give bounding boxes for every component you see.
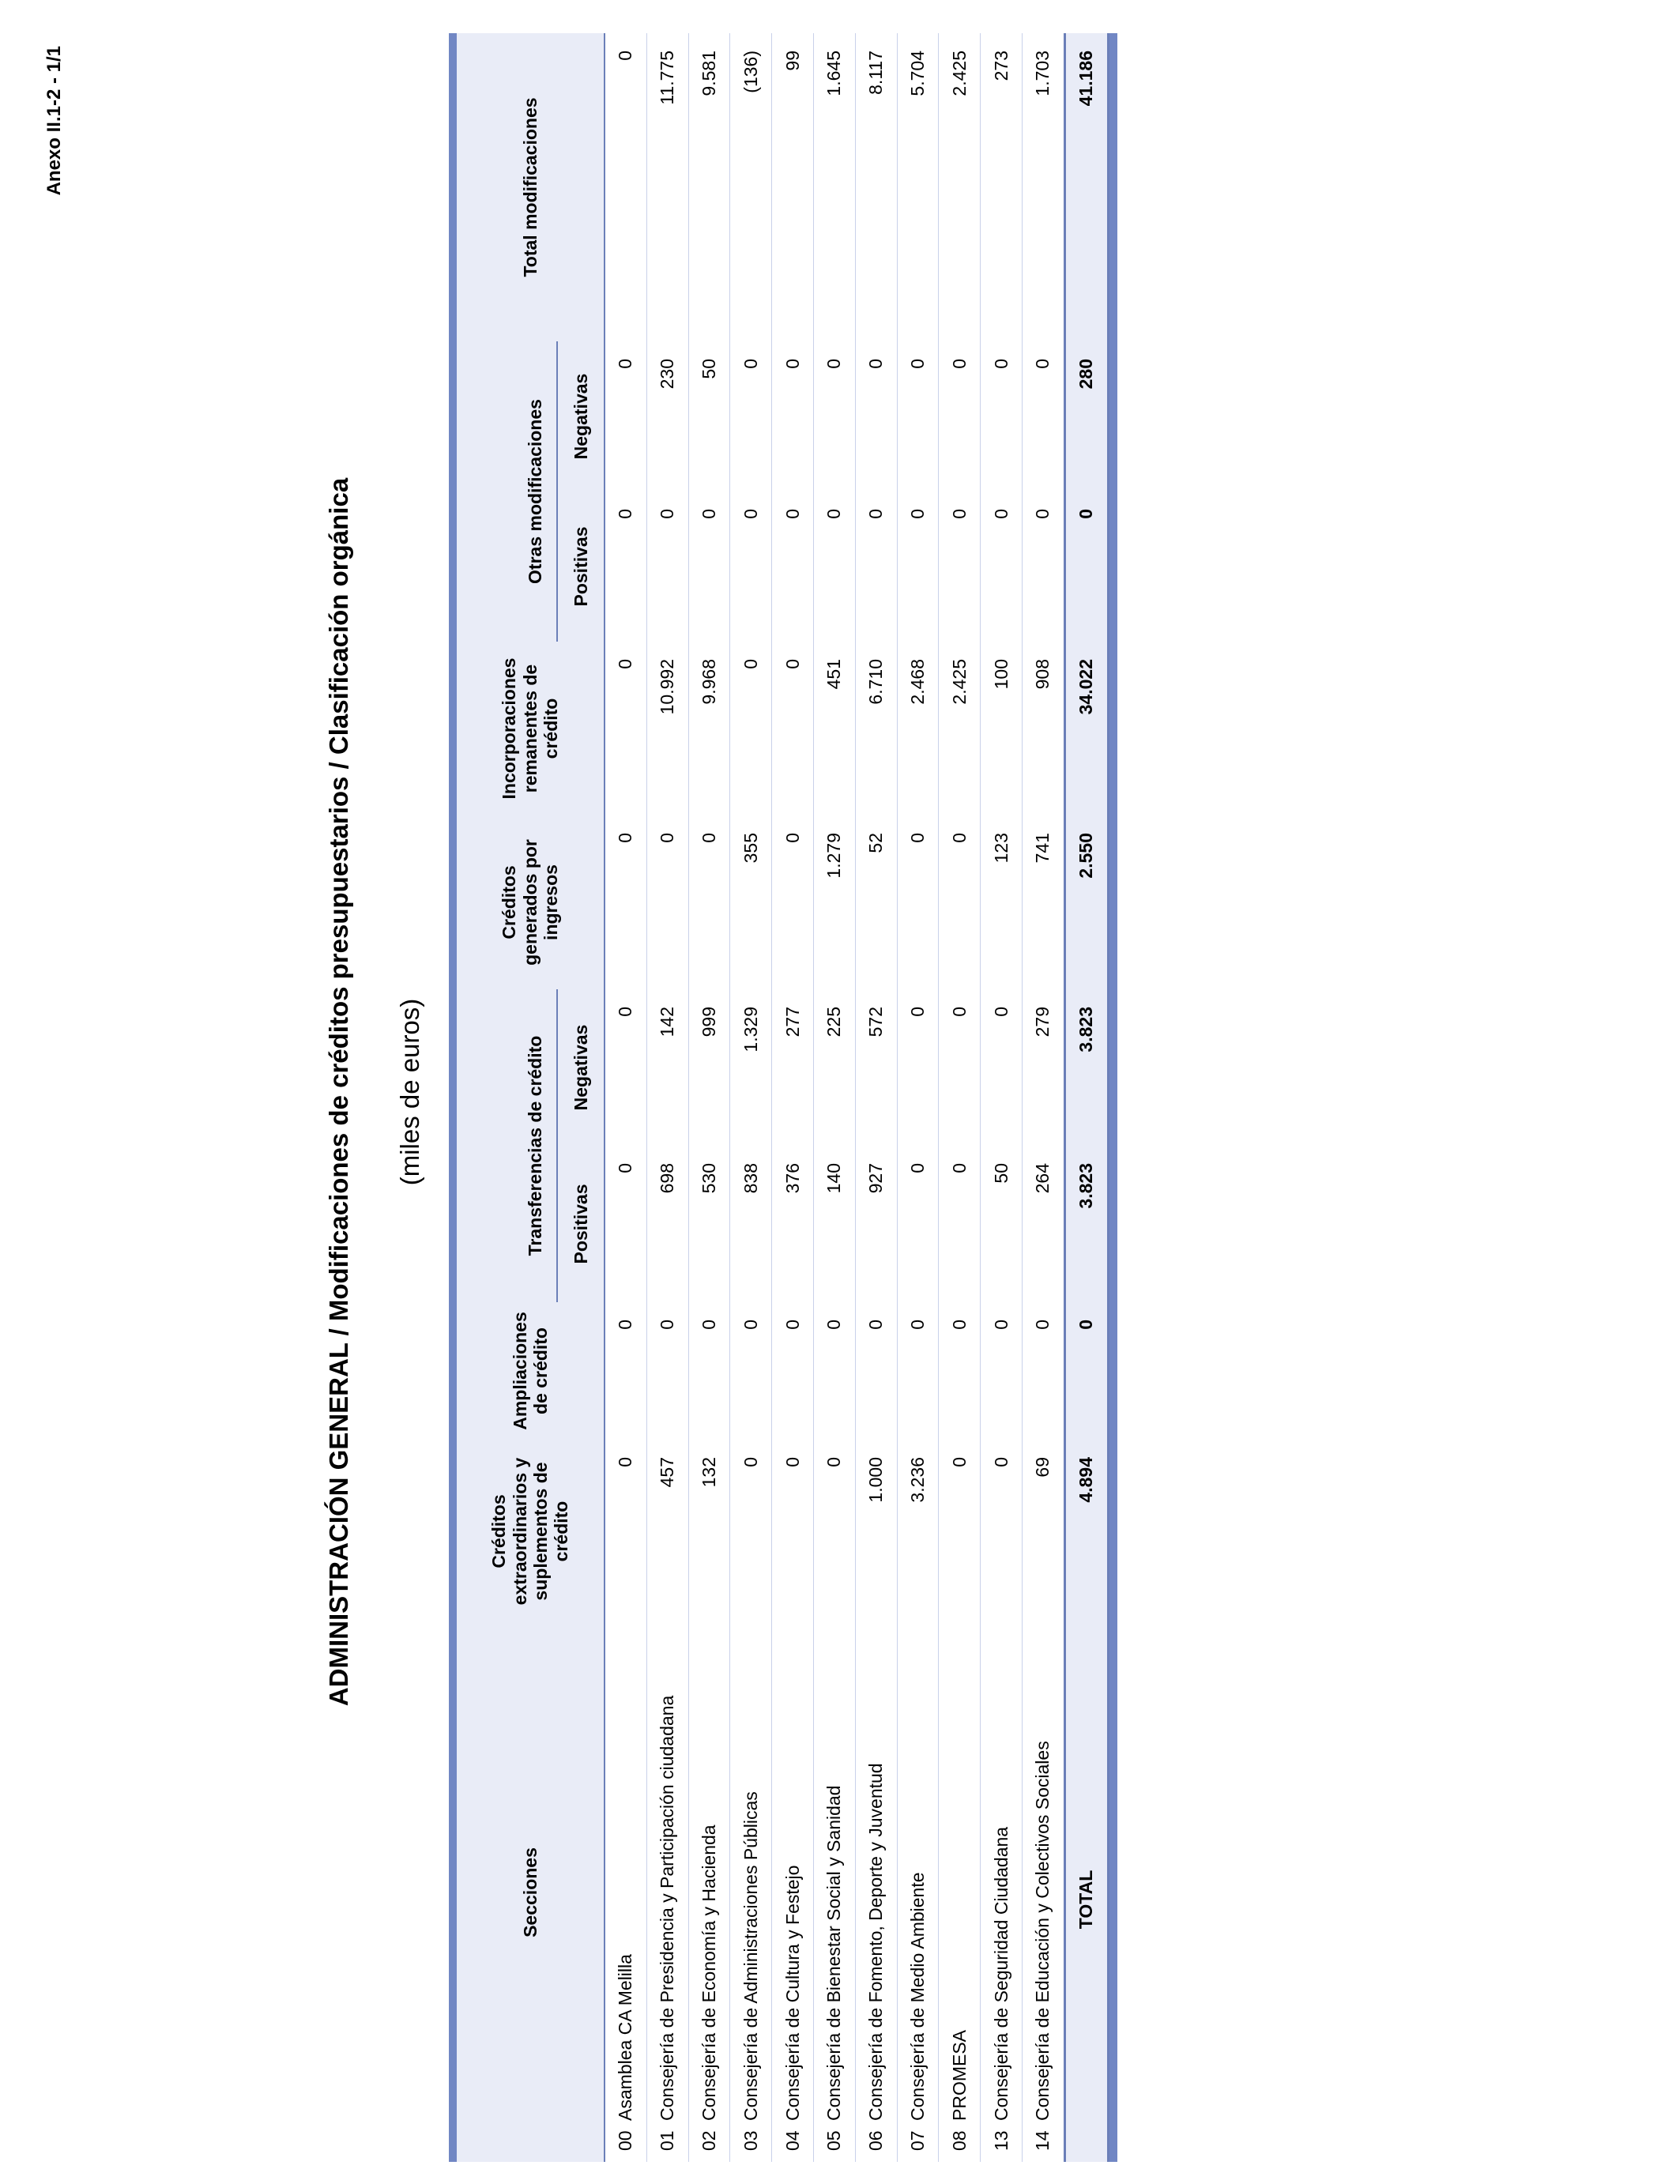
- total-row: [1064, 33, 1108, 2162]
- value-cell: 0: [939, 341, 981, 491]
- table-row: [855, 33, 897, 2162]
- value-cell: 0: [981, 491, 1023, 642]
- value-cell: 530: [688, 1146, 730, 1302]
- table-footer: [1064, 33, 1117, 2162]
- value-cell: 0: [772, 1302, 814, 1440]
- section-code: 04: [782, 2130, 803, 2151]
- header-secciones: Secciones: [457, 1623, 605, 2162]
- header-top-bar: [449, 33, 457, 2162]
- section-code: 13: [990, 2130, 1011, 2151]
- total-value-cell: 2.550: [1064, 815, 1108, 989]
- section-cell: [605, 1623, 646, 2162]
- value-cell: 908: [1022, 642, 1064, 815]
- header-total-modificaciones: Total modificaciones: [457, 33, 605, 341]
- section-name: Consejería de Economía y Hacienda: [698, 1824, 719, 2121]
- section-cell: [688, 1623, 730, 2162]
- value-cell: 99: [772, 33, 814, 341]
- annex-label: Anexo II.1-2 - 1/1: [43, 46, 65, 196]
- value-cell: 741: [1022, 815, 1064, 989]
- total-value-cell: 0: [1064, 491, 1108, 642]
- header-transferencias-positivas: Positivas: [557, 1146, 605, 1302]
- value-cell: 0: [605, 33, 646, 341]
- value-cell: 0: [605, 1146, 646, 1302]
- section-cell: [813, 1623, 855, 2162]
- value-cell: 0: [605, 491, 646, 642]
- value-cell: 1.000: [855, 1440, 897, 1623]
- value-cell: (136): [730, 33, 772, 341]
- section-name: Consejería de Medio Ambiente: [906, 1872, 928, 2121]
- value-cell: 0: [730, 1440, 772, 1623]
- value-cell: 0: [772, 341, 814, 491]
- value-cell: 142: [646, 989, 688, 1146]
- section-cell: [981, 1623, 1023, 2162]
- value-cell: 1.645: [813, 33, 855, 341]
- value-cell: 0: [730, 1302, 772, 1440]
- value-cell: 572: [855, 989, 897, 1146]
- value-cell: 0: [688, 1302, 730, 1440]
- value-cell: 0: [897, 491, 939, 642]
- value-cell: 0: [646, 491, 688, 642]
- value-cell: 140: [813, 1146, 855, 1302]
- section-cell: [646, 1623, 688, 2162]
- table-row: [813, 33, 855, 2162]
- section-name: Asamblea CA Melilla: [615, 1954, 636, 2121]
- value-cell: 0: [605, 989, 646, 1146]
- section-cell: [772, 1623, 814, 2162]
- section-name: Consejería de Cultura y Festejo: [782, 1865, 803, 2121]
- value-cell: 9.581: [688, 33, 730, 341]
- section-code: 00: [615, 2130, 636, 2151]
- value-cell: 0: [855, 341, 897, 491]
- page-subtitle: (miles de euros): [395, 998, 424, 1186]
- value-cell: 927: [855, 1146, 897, 1302]
- value-cell: 10.992: [646, 642, 688, 815]
- section-cell: [897, 1623, 939, 2162]
- value-cell: 69: [1022, 1440, 1064, 1623]
- value-cell: 0: [772, 1440, 814, 1623]
- section-cell: [855, 1623, 897, 2162]
- value-cell: 0: [730, 491, 772, 642]
- value-cell: 0: [939, 1302, 981, 1440]
- section-name: PROMESA: [948, 2029, 970, 2121]
- table-row: [897, 33, 939, 2162]
- page-title: ADMINISTRACIÓN GENERAL / Modificaciones de créditos presupuestarios / Clasificación orgánica: [324, 477, 353, 1707]
- value-cell: 11.775: [646, 33, 688, 341]
- total-value-cell: 0: [1064, 1302, 1108, 1440]
- table-row: [981, 33, 1023, 2162]
- value-cell: 8.117: [855, 33, 897, 341]
- value-cell: 0: [813, 1302, 855, 1440]
- value-cell: 1.703: [1022, 33, 1064, 341]
- value-cell: 376: [772, 1146, 814, 1302]
- value-cell: 0: [855, 491, 897, 642]
- header-incorporaciones: Incorporaciones remanentes de crédito: [457, 642, 605, 815]
- section-code: 05: [823, 2130, 845, 2151]
- value-cell: 0: [939, 491, 981, 642]
- value-cell: 0: [897, 341, 939, 491]
- value-cell: 0: [981, 341, 1023, 491]
- header-creditos-extraordinarios: Créditos extraordinarios y suplementos de crédito: [457, 1440, 605, 1623]
- section-code: 03: [740, 2130, 761, 2151]
- table-row: [688, 33, 730, 2162]
- value-cell: 264: [1022, 1146, 1064, 1302]
- total-value-cell: 34.022: [1064, 642, 1108, 815]
- total-value-cell: 41.186: [1064, 33, 1108, 341]
- section-name: Consejería de Fomento, Deporte y Juventud: [865, 1763, 887, 2121]
- value-cell: 0: [981, 1302, 1023, 1440]
- value-cell: 999: [688, 989, 730, 1146]
- header-otras-negativas: Negativas: [557, 341, 605, 491]
- table-row: [1022, 33, 1064, 2162]
- value-cell: 355: [730, 815, 772, 989]
- value-cell: 277: [772, 989, 814, 1146]
- section-code: 08: [948, 2130, 970, 2151]
- value-cell: 279: [1022, 989, 1064, 1146]
- table-row: [730, 33, 772, 2162]
- value-cell: 0: [688, 815, 730, 989]
- value-cell: 2.425: [939, 642, 981, 815]
- value-cell: 457: [646, 1440, 688, 1623]
- value-cell: 0: [939, 815, 981, 989]
- value-cell: 273: [981, 33, 1023, 341]
- section-code: 14: [1032, 2130, 1053, 2151]
- section-code: 01: [657, 2130, 678, 2151]
- value-cell: 0: [813, 341, 855, 491]
- header-transferencias: Transferencias de crédito: [457, 989, 557, 1302]
- section-name: Consejería de Seguridad Ciudadana: [990, 1826, 1011, 2121]
- budget-table-container: [449, 33, 1095, 2162]
- value-cell: 50: [688, 341, 730, 491]
- footer-bottom-bar: [1108, 33, 1117, 2162]
- total-value-cell: 3.823: [1064, 1146, 1108, 1302]
- section-cell: [730, 1623, 772, 2162]
- table-body: [605, 33, 1064, 2162]
- value-cell: 0: [939, 1146, 981, 1302]
- value-cell: 0: [772, 642, 814, 815]
- section-code: 07: [906, 2130, 928, 2151]
- total-value-cell: 280: [1064, 341, 1108, 491]
- value-cell: 0: [897, 1302, 939, 1440]
- budget-modifications-table: [449, 33, 1117, 2162]
- section-name: Consejería de Presidencia y Participación ciudadana: [657, 1695, 678, 2121]
- value-cell: 698: [646, 1146, 688, 1302]
- section-name: Consejería de Bienestar Social y Sanidad: [823, 1785, 845, 2121]
- value-cell: 1.329: [730, 989, 772, 1146]
- value-cell: 0: [897, 1146, 939, 1302]
- header-transferencias-negativas: Negativas: [557, 989, 605, 1146]
- value-cell: 0: [897, 989, 939, 1146]
- value-cell: 0: [939, 989, 981, 1146]
- value-cell: 5.704: [897, 33, 939, 341]
- table-row: [772, 33, 814, 2162]
- value-cell: 0: [730, 642, 772, 815]
- section-code: 02: [698, 2130, 719, 2151]
- value-cell: 1.279: [813, 815, 855, 989]
- value-cell: 50: [981, 1146, 1023, 1302]
- value-cell: 0: [605, 642, 646, 815]
- value-cell: 6.710: [855, 642, 897, 815]
- header-otras-modificaciones: Otras modificaciones: [457, 341, 557, 642]
- value-cell: 0: [605, 815, 646, 989]
- value-cell: 0: [730, 341, 772, 491]
- value-cell: 451: [813, 642, 855, 815]
- table-row: [646, 33, 688, 2162]
- value-cell: 225: [813, 989, 855, 1146]
- total-value-cell: 3.823: [1064, 989, 1108, 1146]
- value-cell: 230: [646, 341, 688, 491]
- table-row: [605, 33, 646, 2162]
- value-cell: 0: [855, 1302, 897, 1440]
- value-cell: 0: [772, 815, 814, 989]
- value-cell: 2.468: [897, 642, 939, 815]
- section-cell: [1022, 1623, 1064, 2162]
- value-cell: 2.425: [939, 33, 981, 341]
- value-cell: 0: [772, 491, 814, 642]
- value-cell: 0: [981, 989, 1023, 1146]
- value-cell: 0: [646, 815, 688, 989]
- header-ampliaciones: Ampliaciones de crédito: [457, 1302, 605, 1440]
- header-otras-positivas: Positivas: [557, 491, 605, 642]
- value-cell: 0: [939, 1440, 981, 1623]
- value-cell: 3.236: [897, 1440, 939, 1623]
- value-cell: 0: [1022, 1302, 1064, 1440]
- section-name: Consejería de Educación y Colectivos Sociales: [1032, 1741, 1053, 2121]
- value-cell: 0: [605, 341, 646, 491]
- value-cell: 0: [1022, 341, 1064, 491]
- table-header: [449, 33, 605, 2162]
- value-cell: 123: [981, 815, 1023, 989]
- value-cell: 0: [981, 1440, 1023, 1623]
- section-cell: [939, 1623, 981, 2162]
- value-cell: 0: [813, 491, 855, 642]
- total-label: TOTAL: [1064, 1623, 1108, 2162]
- value-cell: 0: [813, 1440, 855, 1623]
- section-name: Consejería de Administraciones Públicas: [740, 1791, 761, 2121]
- value-cell: 52: [855, 815, 897, 989]
- value-cell: 0: [605, 1440, 646, 1623]
- total-value-cell: 4.894: [1064, 1440, 1108, 1623]
- value-cell: 838: [730, 1146, 772, 1302]
- value-cell: 0: [646, 1302, 688, 1440]
- section-code: 06: [865, 2130, 887, 2151]
- value-cell: 100: [981, 642, 1023, 815]
- value-cell: 132: [688, 1440, 730, 1623]
- table-row: [939, 33, 981, 2162]
- value-cell: 9.968: [688, 642, 730, 815]
- header-creditos-generados: Créditos generados por ingresos: [457, 815, 605, 989]
- value-cell: 0: [605, 1302, 646, 1440]
- value-cell: 0: [688, 491, 730, 642]
- value-cell: 0: [897, 815, 939, 989]
- value-cell: 0: [1022, 491, 1064, 642]
